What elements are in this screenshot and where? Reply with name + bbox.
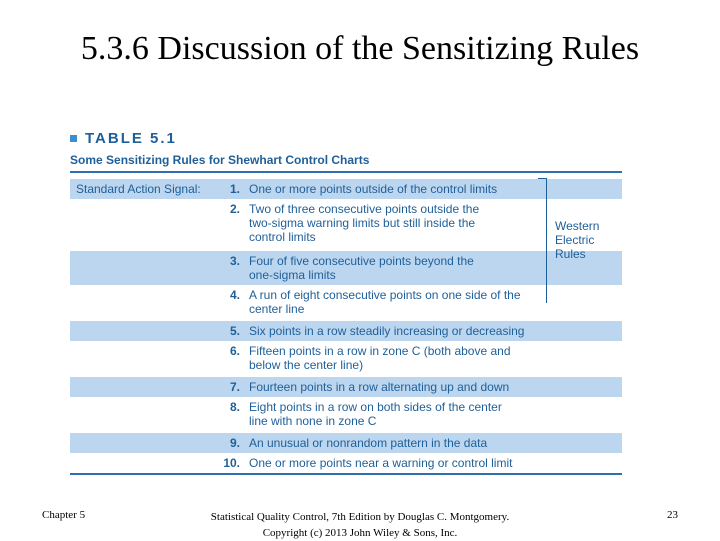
table-bottom-rule (70, 473, 622, 475)
rule-text: One or more points near a warning or control limit (249, 456, 513, 470)
table-row (70, 433, 622, 453)
rule-text: Fifteen points in a row in zone C (both above and below the center line) (249, 344, 511, 372)
table-row (70, 397, 622, 433)
square-bullet-icon (70, 135, 77, 142)
table-caption: Some Sensitizing Rules for Shewhart Control Charts (70, 153, 370, 167)
rule-number: 6. (229, 344, 240, 358)
rule-number: 2. (229, 202, 240, 216)
rule-text: Four of five consecutive points beyond the one-sigma limits (249, 254, 474, 282)
table-number (70, 130, 622, 147)
rule-number: 3. (229, 254, 240, 268)
rule-text: One or more points outside of the control limits (249, 182, 498, 196)
table-row (70, 341, 622, 377)
rule-number: 5. (229, 324, 240, 338)
rule-number: 7. (229, 380, 240, 394)
footer-chapter: Chapter 5 (42, 509, 86, 521)
table-row (70, 377, 622, 397)
table-row (70, 453, 622, 473)
rule-number: 9. (229, 436, 240, 450)
western-electric-label: Western Electric Rules (555, 219, 600, 261)
rule-text: Fourteen points in a row alternating up and down (249, 380, 510, 394)
table-top-rule (70, 171, 622, 173)
footer-citation (180, 509, 540, 541)
rule-number: 8. (229, 400, 240, 414)
table-number-text: TABLE 5.1 (85, 130, 177, 147)
rule-text: Eight points in a row on both sides of the center line with none in zone C (249, 400, 502, 428)
rule-number: 4. (229, 288, 240, 302)
footer-page-number: 23 (667, 509, 678, 521)
footer-book-line-2: Copyright (c) 2013 John Wiley & Sons, Inc. (262, 527, 458, 539)
row-label: Standard Action Signal: (76, 182, 201, 196)
rule-number: 1. (229, 182, 240, 196)
western-electric-bracket (538, 178, 547, 303)
rule-text: Six points in a row steadily increasing or decreasing (249, 324, 525, 338)
footer-book-line-1: Statistical Quality Control, 7th Edition by Douglas C. Montgomery. (210, 511, 510, 523)
rule-number: 10. (223, 456, 240, 470)
table-row (70, 321, 622, 341)
rule-text: Two of three consecutive points outside the two-sigma warning limits but still inside the control limits (249, 202, 480, 244)
rule-text: An unusual or nonrandom pattern in the data (249, 436, 488, 450)
slide-title: 5.3.6 Discussion of the Sensitizing Rules (80, 30, 640, 67)
rule-text: A run of eight consecutive points on one side of the center line (249, 288, 521, 316)
